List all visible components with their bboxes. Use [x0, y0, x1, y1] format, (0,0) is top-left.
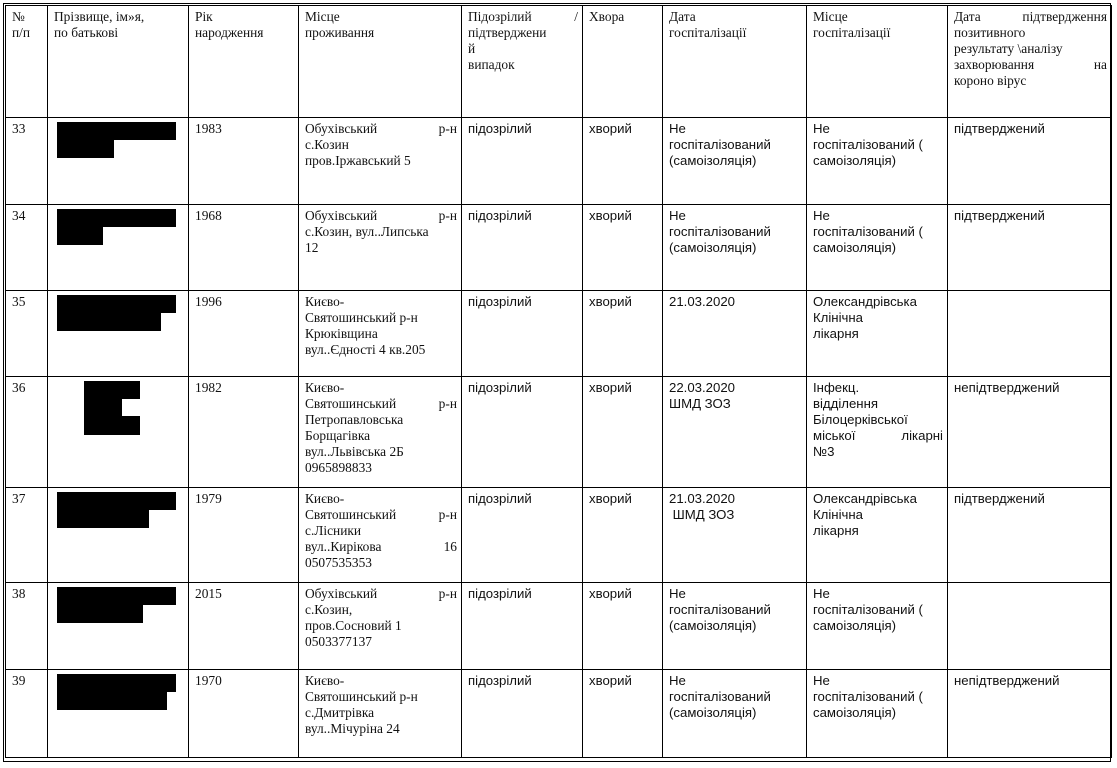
header-name: Прізвище, ім»я, по батькові [48, 6, 189, 118]
header-confirm: Дата підтвердження позитивного результату \аналізу захворювання на короно вірус [948, 6, 1112, 118]
redaction-block [54, 586, 184, 626]
cell-confirm: непідтверджений [948, 377, 1112, 488]
cell-address: Обухівський р-н с.Козин пров.Іржавський 5 [299, 118, 462, 205]
header-sick: Хвора [583, 6, 663, 118]
cell-hosp-date: 21.03.2020 [663, 291, 807, 377]
cell-year: 2015 [189, 583, 299, 670]
header-hosp-place: Місце госпіталізації [807, 6, 948, 118]
cell-hosp-place: Олександрівська Клінічна лікарня [807, 488, 948, 583]
cell-suspect: підозрілий [462, 291, 583, 377]
cell-year: 1996 [189, 291, 299, 377]
cell-year: 1983 [189, 118, 299, 205]
cell-address: Києво- Святошинський р-н с.Лісники вул..Кирікова 16 0507535353 [299, 488, 462, 583]
cell-confirm [948, 583, 1112, 670]
cell-hosp-date: Не госпіталізований (самоізоляція) [663, 205, 807, 291]
patients-table [5, 5, 1112, 758]
cell-confirm [948, 291, 1112, 377]
table-row [6, 670, 1112, 758]
redaction-block [54, 121, 184, 161]
cell-confirm: непідтверджений [948, 670, 1112, 758]
cell-num: 39 [6, 670, 48, 758]
header-row [6, 6, 1112, 118]
cell-hosp-place: Не госпіталізований ( самоізоляція) [807, 118, 948, 205]
cell-hosp-date: 21.03.2020 ШМД ЗОЗ [663, 488, 807, 583]
cell-address: Обухівський р-н с.Козин, пров.Сосновий 1 0503377137 [299, 583, 462, 670]
cell-confirm: підтверджений [948, 118, 1112, 205]
redaction-block [54, 673, 184, 713]
cell-num: 33 [6, 118, 48, 205]
cell-name-redacted [48, 291, 189, 377]
redaction-block [54, 491, 184, 531]
cell-confirm: підтверджений [948, 488, 1112, 583]
cell-sick: хворий [583, 205, 663, 291]
cell-address: Києво- Святошинський р-н Крюківщина вул..Єдності 4 кв.205 [299, 291, 462, 377]
document-page [3, 3, 1111, 762]
cell-sick: хворий [583, 377, 663, 488]
cell-year: 1968 [189, 205, 299, 291]
table-row [6, 291, 1112, 377]
cell-sick: хворий [583, 291, 663, 377]
cell-name-redacted [48, 583, 189, 670]
cell-hosp-place: Олександрівська Клінічна лікарня [807, 291, 948, 377]
cell-num: 34 [6, 205, 48, 291]
table-row [6, 118, 1112, 205]
cell-num: 36 [6, 377, 48, 488]
cell-address: Києво- Святошинський р-н с.Дмитрівка вул..Мічуріна 24 [299, 670, 462, 758]
cell-address: Києво- Святошинський р-н Петропавловська Борщагівка вул..Львівська 2Б 0965898833 [299, 377, 462, 488]
cell-hosp-place: Не госпіталізований ( самоізоляція) [807, 583, 948, 670]
cell-year: 1970 [189, 670, 299, 758]
table-row [6, 205, 1112, 291]
cell-name-redacted [48, 377, 189, 488]
cell-sick: хворий [583, 118, 663, 205]
header-year: Рік народження [189, 6, 299, 118]
cell-sick: хворий [583, 583, 663, 670]
redaction-block [54, 380, 184, 436]
redaction-block [54, 208, 184, 248]
cell-hosp-date: Не госпіталізований (самоізоляція) [663, 118, 807, 205]
header-hosp-date: Дата госпіталізації [663, 6, 807, 118]
cell-num: 38 [6, 583, 48, 670]
cell-suspect: підозрілий [462, 583, 583, 670]
table-row [6, 377, 1112, 488]
table-row [6, 488, 1112, 583]
cell-confirm: підтверджений [948, 205, 1112, 291]
cell-hosp-place: Не госпіталізований ( самоізоляція) [807, 670, 948, 758]
header-num: № п/п [6, 6, 48, 118]
redaction-block [54, 294, 184, 334]
table-row [6, 583, 1112, 670]
cell-hosp-place: Не госпіталізований ( самоізоляція) [807, 205, 948, 291]
cell-name-redacted [48, 670, 189, 758]
cell-num: 35 [6, 291, 48, 377]
cell-suspect: підозрілий [462, 205, 583, 291]
cell-sick: хворий [583, 670, 663, 758]
cell-suspect: підозрілий [462, 670, 583, 758]
header-suspect: Підозрілий / підтверджени й випадок [462, 6, 583, 118]
header-address: Місце проживання [299, 6, 462, 118]
cell-hosp-place: Інфекц. відділення Білоцерківської міської лікарні №3 [807, 377, 948, 488]
cell-hosp-date: Не госпіталізований (самоізоляція) [663, 670, 807, 758]
cell-year: 1982 [189, 377, 299, 488]
cell-sick: хворий [583, 488, 663, 583]
cell-name-redacted [48, 205, 189, 291]
cell-hosp-date: 22.03.2020 ШМД ЗОЗ [663, 377, 807, 488]
cell-suspect: підозрілий [462, 488, 583, 583]
cell-address: Обухівський р-н с.Козин, вул..Липська 12 [299, 205, 462, 291]
cell-num: 37 [6, 488, 48, 583]
cell-name-redacted [48, 488, 189, 583]
cell-suspect: підозрілий [462, 118, 583, 205]
cell-hosp-date: Не госпіталізований (самоізоляція) [663, 583, 807, 670]
cell-name-redacted [48, 118, 189, 205]
cell-suspect: підозрілий [462, 377, 583, 488]
cell-year: 1979 [189, 488, 299, 583]
